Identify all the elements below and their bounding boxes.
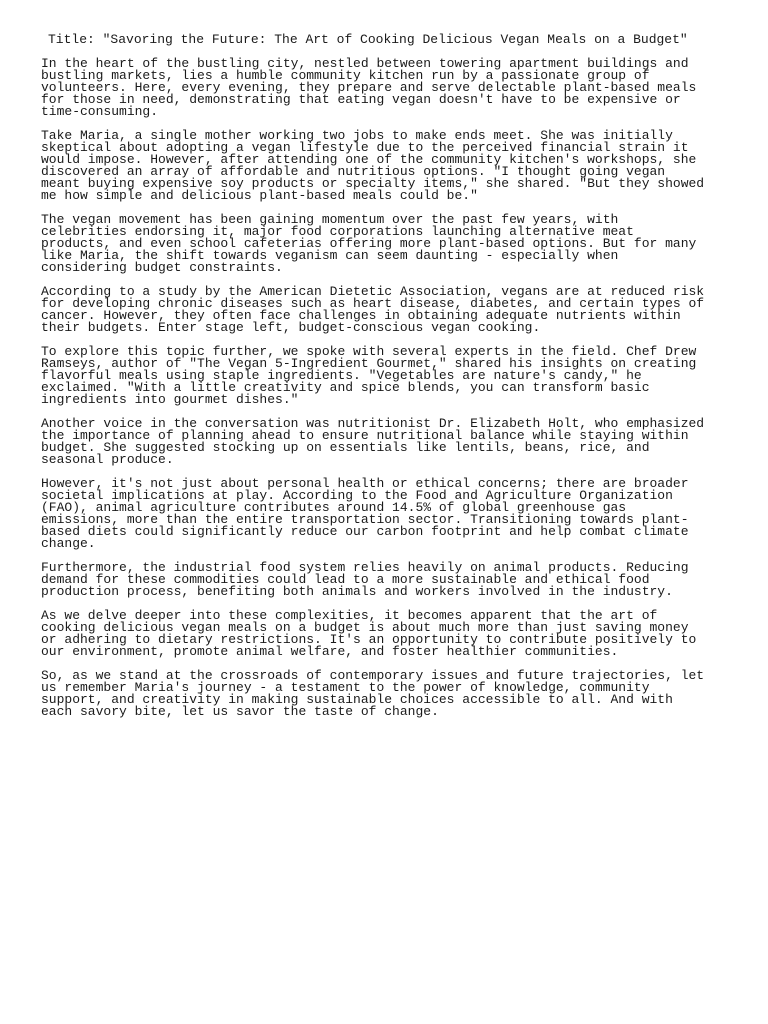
paragraph-vegan-movement: The vegan movement has been gaining momentum over the past few years, with celebrities endorsing it, major food corporations launching alternative meat products, and even school cafeterias offering more plant-based options. But for many like Maria, the shift towards veganism can seem daunting - especially when considering budget constraints. <box>41 212 697 275</box>
paragraph-nutritionist: Another voice in the conversation was nutritionist Dr. Elizabeth Holt, who emphasized the importance of planning ahead to ensure nutritional balance while staying within budget. She suggested stocking up on essentials like lentils, beans, rice, and seasonal produce. <box>41 416 705 467</box>
paragraph-intro: In the heart of the bustling city, nestled between towering apartment buildings and bustling markets, lies a humble community kitchen run by a passionate group of volunteers. Here, every evening, they prepare and serve delectable plant-based meals for those in need, demonstrating that eating vegan doesn't have to be expensive or time-consuming. <box>41 56 697 119</box>
paragraph-dietetic-study: According to a study by the American Dietetic Association, vegans are at reduced risk for developing chronic diseases such as heart disease, diabetes, and certain types of cancer. However, they often face challenges in obtaining adequate nutrients within their budgets. Enter stage left, budget-conscious vegan cooking. <box>41 284 705 335</box>
paragraph-societal-implications: However, it's not just about personal health or ethical concerns; there are broader societal implications at play. According to the Food and Agriculture Organization (FAO), animal agriculture contributes around 14.5% of global greenhouse gas emissions, more than the entire transportation sector. Transitioning towards plant- based diets could significantly reduce our carbon footprint and help combat climate change. <box>41 476 689 551</box>
paragraph-maria: Take Maria, a single mother working two jobs to make ends meet. She was initially skeptical about adopting a vegan lifestyle due to the perceived financial strain it would impose. However, after attending one of the community kitchen's workshops, she discovered an array of affordable and nutritious options. "I thought going vegan meant buying expensive soy products or specialty items," she shared. "But they showed me how simple and delicious plant-based meals could be." <box>41 128 705 203</box>
document-page <box>41 34 721 730</box>
paragraph-complexities: As we delve deeper into these complexities, it becomes apparent that the art of cooking delicious vegan meals on a budget is about much more than just saving money or adhering to dietary restrictions. It's an opportunity to contribute positively to our environment, promote animal welfare, and foster healthier communities. <box>41 608 697 659</box>
paragraph-conclusion: So, as we stand at the crossroads of contemporary issues and future trajectories, let us remember Maria's journey - a testament to the power of knowledge, community support, and creativity in making sustainable choices accessible to all. And with each savory bite, let us savor the taste of change. <box>41 668 705 719</box>
paragraph-industrial-food: Furthermore, the industrial food system relies heavily on animal products. Reducing demand for these commodities could lead to a more sustainable and ethical food production process, benefiting both animals and workers involved in the industry. <box>41 560 689 599</box>
paragraph-experts: To explore this topic further, we spoke with several experts in the field. Chef Drew Ramseys, author of "The Vegan 5-Ingredient Gourmet," shared his insights on creating flavorful meals using staple ingredients. "Vegetables are nature's candy," he exclaimed. "With a little creativity and spice blends, you can transform basic ingredients into gourmet dishes." <box>41 344 697 407</box>
document-title: Title: "Savoring the Future: The Art of Cooking Delicious Vegan Meals on a Budget" <box>48 32 688 47</box>
